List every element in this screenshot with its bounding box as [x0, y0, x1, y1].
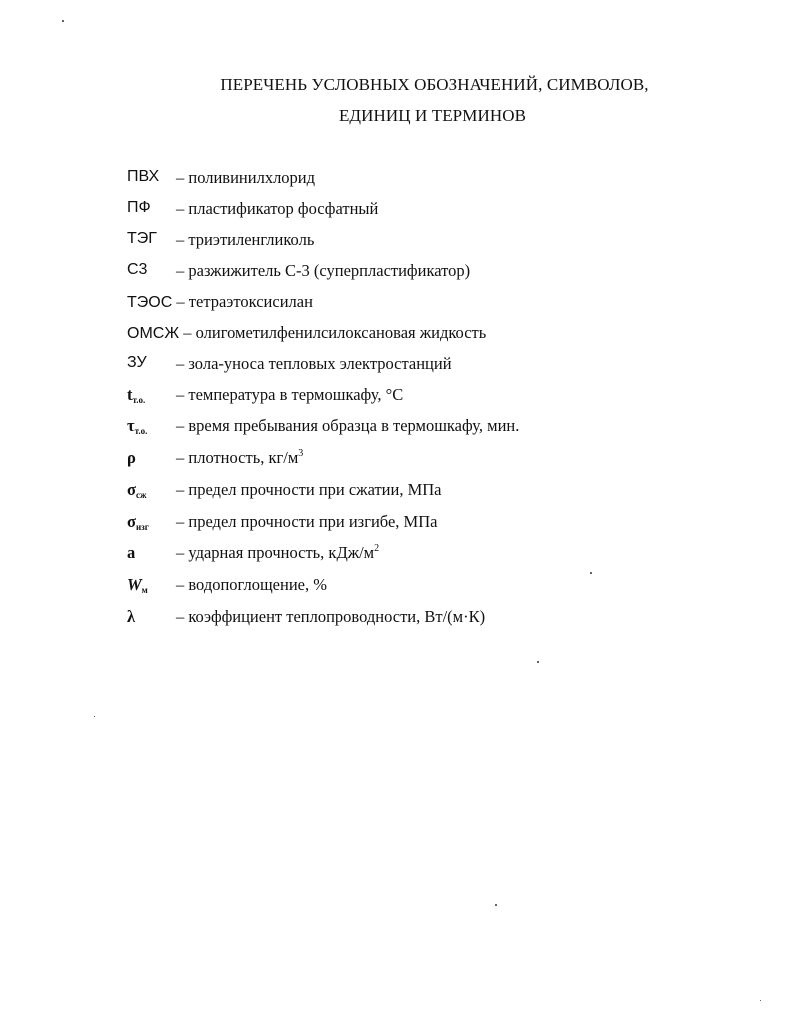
page-title-line-2: ЕДИНИЦ И ТЕРМИНОВ: [338, 106, 527, 125]
entry-symbol: [127, 385, 145, 405]
entry-definition: – коэффициент теплопроводности, Вт/(м·К): [176, 607, 486, 626]
entry-definition: [176, 448, 303, 468]
entry-symbol: λ: [127, 607, 136, 626]
entry-definition: – триэтиленгликоль: [176, 230, 315, 249]
scan-speck: [760, 1000, 761, 1001]
entry-symbol: [127, 416, 147, 436]
entry-definition: – зола-уноса тепловых электростанций: [176, 354, 452, 373]
entry-symbol: ТЭОС: [127, 294, 173, 311]
definition-text: – плотность, кг/м: [176, 448, 299, 467]
entry-definition: – предел прочности при сжатии, МПа: [176, 480, 442, 499]
scan-speck: [62, 20, 64, 22]
symbol-subscript: сж: [135, 490, 147, 500]
symbol-subscript: изг: [135, 522, 149, 532]
entry-definition: – предел прочности при изгибе, МПа: [176, 512, 438, 531]
symbol-main: σ: [127, 512, 136, 531]
entry-definition: – пластификатор фосфатный: [176, 199, 379, 218]
glossary-entry-omszh: [127, 323, 486, 347]
entry-definition: – олигометилфенилсилоксановая жидкость: [179, 323, 487, 342]
entry-symbol: [127, 480, 147, 500]
symbol-subscript: м: [141, 585, 148, 595]
entry-definition: – водопоглощение, %: [176, 575, 327, 594]
entry-symbol: ρ: [127, 448, 136, 467]
glossary-entry-teos: [127, 292, 313, 316]
symbol-main: σ: [127, 480, 136, 499]
symbol-subscript: т.о.: [134, 426, 148, 436]
entry-symbol: [127, 512, 149, 532]
definition-superscript: 2: [374, 543, 380, 554]
definition-text: – ударная прочность, кДж/м: [176, 543, 375, 562]
entry-symbol: a: [127, 543, 136, 562]
symbol-main: W: [127, 575, 142, 594]
scan-speck: [590, 572, 592, 574]
entry-definition: – поливинилхлорид: [176, 168, 316, 187]
scan-speck: [537, 661, 539, 663]
definition-superscript: 3: [298, 448, 304, 459]
symbol-main: τ: [127, 416, 135, 435]
entry-symbol: С3: [127, 261, 148, 278]
entry-definition: – температура в термошкафу, °С: [176, 385, 404, 404]
entry-symbol: ЗУ: [127, 354, 147, 371]
entry-symbol: ПВХ: [127, 168, 160, 185]
entry-definition: – разжижитель С-3 (суперпластификатор): [176, 261, 471, 280]
page-title-line-1: ПЕРЕЧЕНЬ УСЛОВНЫХ ОБОЗНАЧЕНИЙ, СИМВОЛОВ,: [220, 75, 649, 94]
symbol-subscript: т.о.: [132, 395, 146, 405]
entry-definition: – время пребывания образца в термошкафу, мин.: [176, 416, 520, 435]
entry-symbol: [127, 575, 148, 595]
scan-speck: [94, 716, 95, 717]
scan-speck: [495, 904, 497, 906]
entry-symbol: ТЭГ: [127, 230, 157, 247]
symbol-main: t: [127, 385, 133, 404]
entry-definition: [176, 543, 379, 563]
entry-symbol: ОМСЖ: [127, 325, 180, 342]
entry-definition: – тетраэтоксисилан: [172, 292, 313, 311]
entry-symbol: ПФ: [127, 199, 151, 216]
